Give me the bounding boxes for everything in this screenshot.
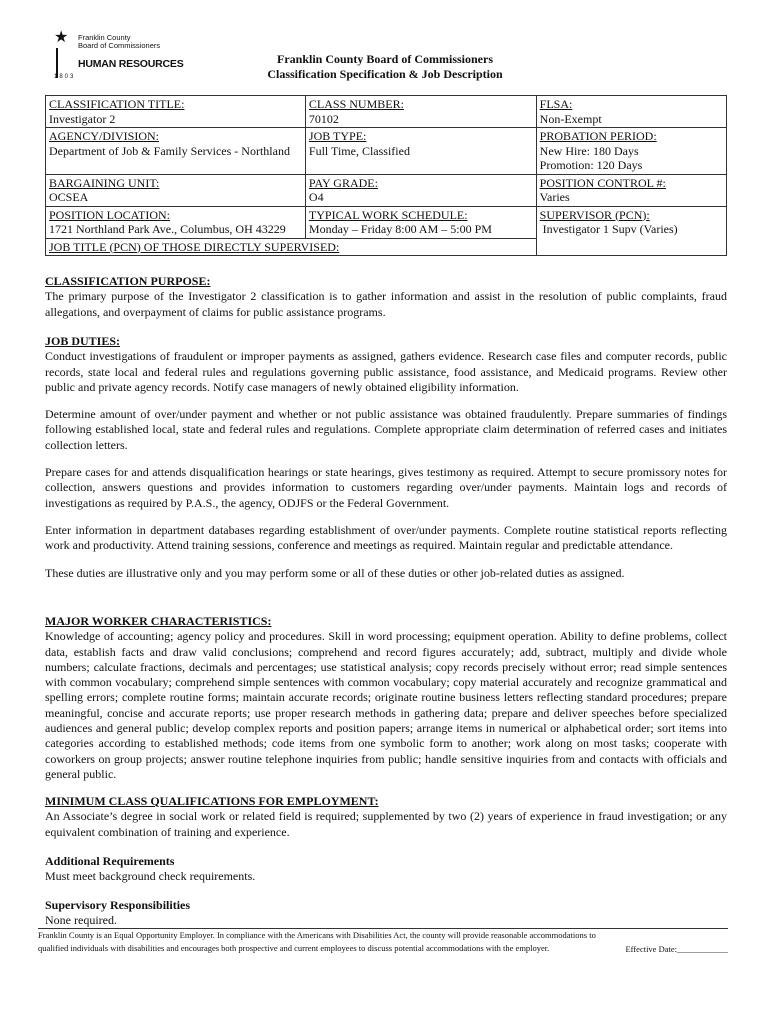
table-row: [46, 206, 727, 238]
section-text: None required.: [45, 913, 117, 928]
document-subtitle: Classification Specification & Job Description: [267, 67, 503, 81]
duty-paragraph: Determine amount of over/under payment and whether or not public assistance was obtained fraudulently. Prepare summaries of findings following established local, state and federal rules and regulations. Complete appropriate claim determination of referred cases and initiates collection letters.: [45, 407, 727, 452]
logo-dept: HUMAN RESOURCES: [78, 58, 184, 70]
job-info-table: [45, 95, 727, 256]
location-cell: POSITION LOCATION: 1721 Northland Park Ave., Columbus, OH 43229: [46, 206, 306, 238]
major-worker-characteristics: [45, 614, 727, 782]
eeo-statement: Franklin County is an Equal Opportunity Employer. In compliance with the Americans with Disabilities Act, the county will provide reasonable accommodations to qualified individuals with disabilities and encourages both prospective and current employees to discuss potential accommodations with the employer.: [38, 930, 596, 953]
section-heading: MAJOR WORKER CHARACTERISTICS:: [45, 614, 272, 628]
section-heading: Supervisory Responsibilities: [45, 898, 191, 912]
document-title: Franklin County Board of Commissioners: [276, 52, 494, 66]
duty-paragraph: These duties are illustrative only and you may perform some or all of these duties or other job-related duties as assigned.: [45, 565, 625, 580]
minimum-qualifications: [45, 794, 727, 840]
job-type-cell: JOB TYPE: Full Time, Classified: [305, 128, 536, 175]
bargaining-cell: BARGAINING UNIT: OCSEA: [46, 174, 306, 206]
section-heading: CLASSIFICATION PURPOSE:: [45, 274, 211, 288]
logo-year: 1803: [54, 74, 76, 80]
position-control-cell: POSITION CONTROL #: Varies: [536, 174, 726, 206]
logo-text: Franklin County Board of Commissioners: [78, 33, 161, 50]
section-heading: JOB DUTIES:: [45, 334, 121, 348]
section-text: Must meet background check requirements.: [45, 869, 256, 884]
classification-title-cell: CLASSIFICATION TITLE: Investigator 2: [46, 96, 306, 128]
supervisory-responsibilities: [45, 898, 727, 929]
table-row: [46, 128, 727, 175]
flsa-cell: FLSA: Non-Exempt: [536, 96, 726, 128]
section-text: An Associate’s degree in social work or related field is required; supplemented by two (2) years of experience in fraud investigation; or any equivalent combination of training and experience.: [45, 809, 727, 839]
directly-supervised-cell: JOB TITLE (PCN) OF THOSE DIRECTLY SUPERVISED:: [46, 238, 537, 256]
section-heading: Additional Requirements: [45, 854, 175, 868]
duty-paragraph: Enter information in department databases regarding establishment of over/under payments. Complete routine statistical reports reflecting work and productivity. Attend training sessions, conference and meetings as required. Maintain regular and predictable attendance.: [45, 522, 727, 553]
classification-purpose: [45, 274, 727, 320]
supervisor-cell: SUPERVISOR (PCN): Investigator 1 Supv (Varies): [536, 206, 726, 256]
effective-date: Effective Date:____________: [625, 944, 728, 954]
schedule-cell: TYPICAL WORK SCHEDULE: Monday – Friday 8:00 AM – 5:00 PM: [305, 206, 536, 238]
duty-paragraph: Prepare cases for and attends disqualification hearings or state hearings, gives testimony as required. Attempt to secure promissory notes for collection, answers questions and provides information to customers regarding over/under payments. Maintain logs and records of investigations as required by P.A.S., the agency, ODJFS or the Federal Government.: [45, 465, 727, 510]
probation-cell: PROBATION PERIOD: New Hire: 180 Days Promotion: 120 Days: [536, 128, 726, 175]
job-duties: [45, 334, 727, 581]
additional-requirements: [45, 854, 727, 885]
star-icon: ★: [54, 29, 69, 46]
pay-grade-cell: PAY GRADE: O4: [305, 174, 536, 206]
page-footer: [38, 928, 728, 955]
section-text: The primary purpose of the Investigator 2 classification is to gather information and assist in the resolution of public complaints, fraud allegations, and overpayment of claims for public assistance programs.: [45, 289, 727, 319]
table-row: [46, 96, 727, 128]
duty-paragraph: Conduct investigations of fraudulent or improper payments as assigned, gathers evidence. Research case files and computer records, public records, state local and federal rules and regulations governing public assistance, food assistance, and Medicaid programs. Review other public and private agency records. Notify case managers of newly obtained eligibility information.: [45, 349, 727, 394]
section-heading: MINIMUM CLASS QUALIFICATIONS FOR EMPLOYMENT:: [45, 794, 379, 808]
agency-cell: AGENCY/DIVISION: Department of Job & Family Services - Northland: [46, 128, 306, 175]
class-number-cell: CLASS NUMBER: 70102: [305, 96, 536, 128]
section-text: Knowledge of accounting; agency policy and procedures. Skill in word processing; equipment operation. Ability to define problems, collect data, establish facts and draw valid conclusions; comprehend and record figures accurately; add, subtract, multiply and divide whole numbers; calculate fractions, decimals and percentages; use statistical analysis; copy records precisely without error; read simple sentences with common vocabulary; comprehend simple sentences with common vocabulary; copy material accurately and recognize grammatical and spelling errors; complete routine forms; maintain accurate records; originate routine business letters reflecting standard procedures; prepare meaningful, concise and accurate reports; use proper research methods in gathering data; prepare and deliver speeches before specialized audiences and general public; develop complex reports and position papers; arrange items in numerical or alphabetical order; sort items into categories according to established methods; code items from one symbolic form to another; work along on most tasks; cooperate with coworkers on group projects; answer routine telephone inquiries from public; handle sensitive inquiries from and contacts with officials and general public.: [45, 629, 727, 781]
